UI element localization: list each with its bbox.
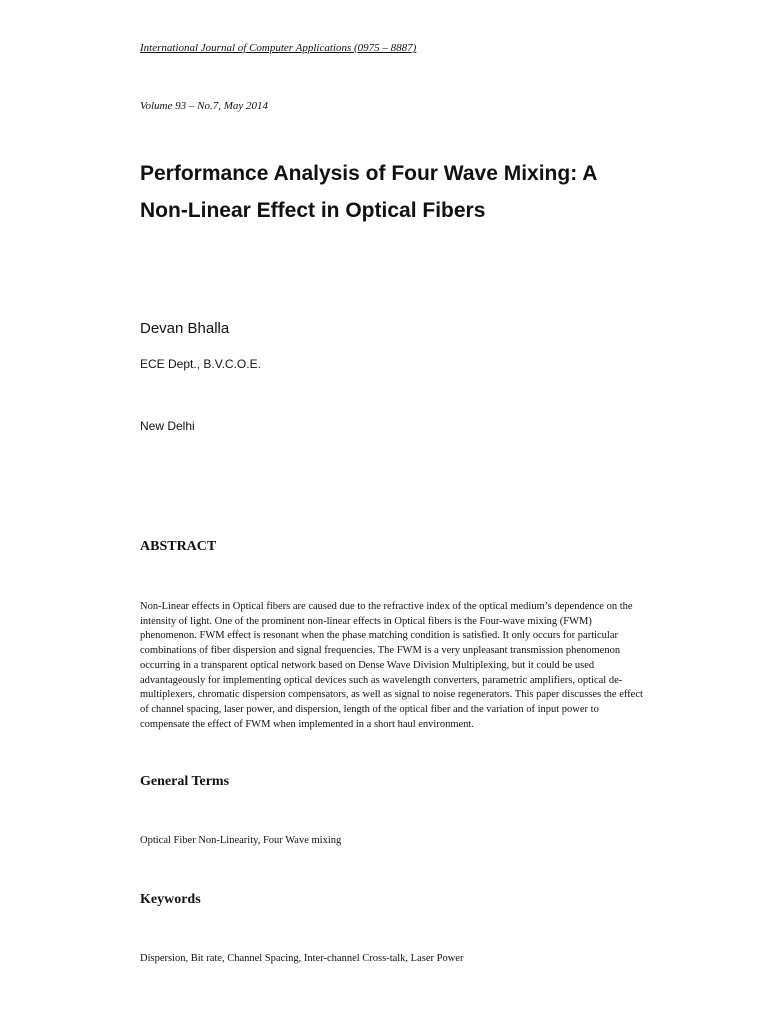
- abstract-line: occurring in a transparent optical network based on Dense Wave Division Multiplexing, but it could be used: [140, 659, 595, 671]
- keywords-text: Dispersion, Bit rate, Channel Spacing, Inter-channel Cross-talk, Laser Power: [140, 953, 464, 964]
- abstract-line: multiplexers, chromatic dispersion compensators, as well as signal to noise regenerators. This paper discusses the effect: [140, 689, 643, 701]
- abstract-text: [140, 600, 700, 732]
- abstract-line: intensity of light. One of the prominent non-linear effects in Optical fibers is the Four-wave mixing (FWM): [140, 615, 592, 627]
- paper-title-line: Non-Linear Effect in Optical Fibers: [140, 199, 486, 222]
- author-city: New Delhi: [140, 419, 195, 433]
- journal-header: International Journal of Computer Applications (0975 – 8887): [140, 42, 417, 54]
- volume-issue: Volume 93 – No.7, May 2014: [140, 100, 269, 112]
- abstract-line: advantageously for implementing optical devices such as wavelength converters, parametric amplifiers, optical de-: [140, 674, 623, 686]
- abstract-line: Non-Linear effects in Optical fibers are caused due to the refractive index of the optical medium’s dependence on the: [140, 601, 633, 612]
- paper-title: [140, 155, 700, 229]
- paper-title-line: Performance Analysis of Four Wave Mixing: A: [140, 162, 598, 185]
- general-terms-text: Optical Fiber Non-Linearity, Four Wave mixing: [140, 835, 342, 846]
- abstract-line: compensate the effect of FWM when implemented in a short haul environment.: [140, 718, 474, 730]
- keywords-heading: Keywords: [140, 892, 201, 907]
- abstract-line: phenomenon. FWM effect is resonant when the phase matching condition is satisfied. It only occurs for particular: [140, 630, 619, 642]
- author-name: Devan Bhalla: [140, 320, 230, 337]
- abstract-line: of channel spacing, laser power, and dispersion, length of the optical fiber and the variation of input power to: [140, 703, 599, 715]
- abstract-heading: ABSTRACT: [140, 539, 217, 554]
- author-affiliation: ECE Dept., B.V.C.O.E.: [140, 357, 261, 371]
- abstract-line: combinations of fiber dispersion and signal frequencies. The FWM is a very unpleasant transmission phenomenon: [140, 645, 621, 657]
- general-terms-heading: General Terms: [140, 774, 230, 789]
